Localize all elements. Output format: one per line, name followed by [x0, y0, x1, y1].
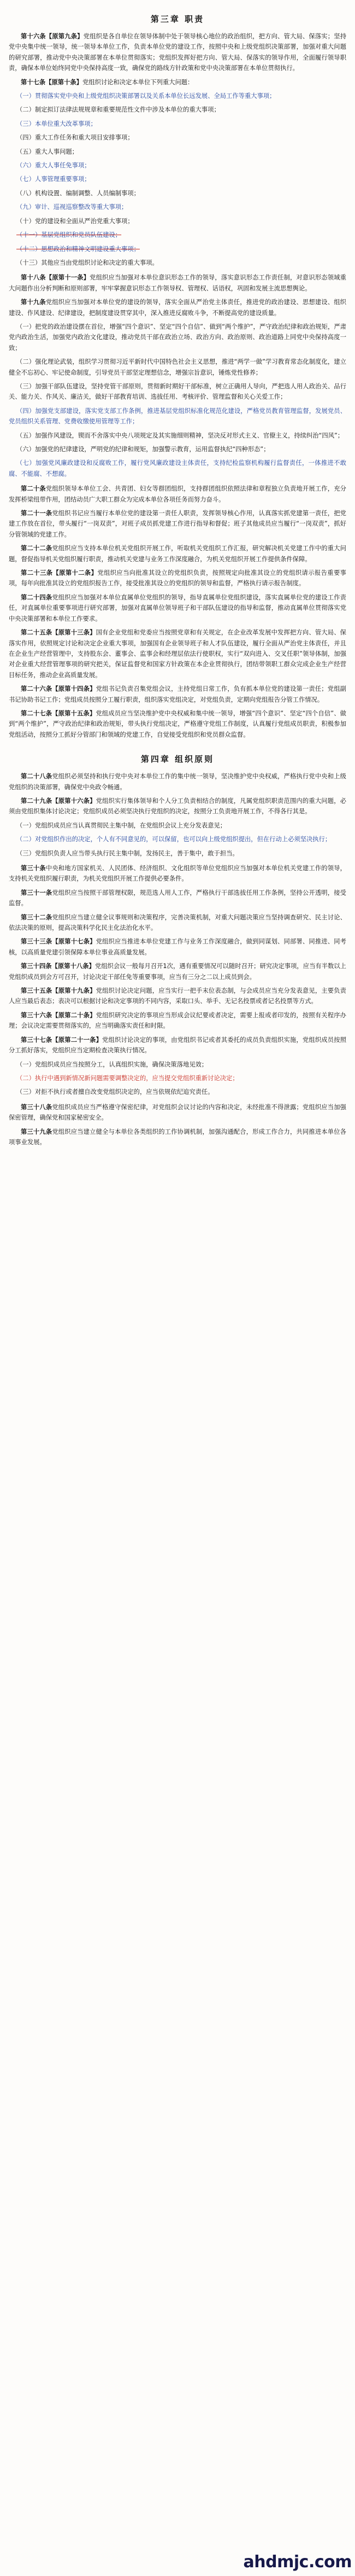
article-19-item-2: （二）强化理论武装，组织学习贯彻习近平新时代中国特色社会主义思想，推进“两学一做”学习教育常态化制度化，建立健全不忘初心、牢记使命制度，引导党员干部坚定理想信念，增强宗旨意识，锤炼党性修养； — [9, 358, 346, 376]
article-17-number: 第十七条【原第十条】 — [21, 78, 82, 86]
article-17-item-7: （七）人事管理重要事项； — [16, 176, 91, 183]
article-35 — [9, 986, 346, 1007]
article-32-number: 第三十二条 — [21, 913, 52, 921]
article-21-number: 第二十一条 — [21, 510, 52, 517]
article-29-text: 党组织实行集体领导和个人分工负责相结合的制度，凡属党组织职责范围内的重大问题，必须由党组织集体讨论决定；党组织成员必须坚决执行党组织的决定，按照分工负责地开展工作，不得各行其是。 — [9, 797, 346, 815]
article-19-item-5: （五）加强作风建设，锲而不舍落实中央八项规定及其实施细则精神，坚决反对形式主义、官僚主义，持续纠治“四风”； — [16, 432, 344, 439]
article-27-number: 第二十七条【原第十五条】 — [21, 709, 96, 717]
chapter-4-title: 第四章 组织原则 — [140, 754, 215, 765]
article-24-text: 党组织应当加强对本单位直属单位党组织的领导，指导直属单位党组织建设，落实直属单位党的建设工作责任，对直属单位重要事项进行研究部署，加强对直属单位领导班子和干部队伍建设的指导和监督，推动直属单位贯彻落实党中央决策部署和本单位工作要求。 — [9, 593, 346, 622]
article-17-item-12: （十二）思想政治和精神文明建设重大事项； — [16, 245, 140, 253]
article-17-item-2: （二）制定拟订法律法规规章和重要规范性文件中涉及本单位的重大事项； — [16, 106, 220, 114]
article-17-item-5: （五）重大人事问题； — [16, 148, 78, 155]
article-34-text: 党组织会议一般每月召开1次，遇有重要情况可以随时召开；研究决定事项，应当有半数以上党组织成员到会方可召开，讨论决定干部任免等重要事项，应当有三分之二以上成员到会。 — [9, 963, 346, 981]
article-26-text: 党组书记负责召集党组会议，主持党组日常工作，负有抓本单位党的建设第一责任；党组副书记协助书记工作；党组成员按照分工履行职责，组织落实党组决定，对党组负责，定期向党组报告分管工作情况。 — [9, 685, 346, 703]
article-17-item-9: （九）审计、巡视巡察整改等重大事项； — [16, 203, 128, 211]
article-19-text: 党组织应当加强对本单位党的建设的领导，落实全面从严治党主体责任，推进党的政治建设、思想建设、组织建设、作风建设、纪律建设，把制度建设贯穿其中，深入推进反腐败斗争，不断提高党的建设质量。 — [9, 299, 346, 317]
article-17-item-13: （十三）其他应当由党组织讨论和决定的重大事项。 — [16, 259, 158, 266]
article-37-item-1: （一）党组织成员应当按照分工，认真组织实施，确保决策落地见效； — [16, 1060, 208, 1068]
article-22 — [9, 543, 346, 564]
article-17-lead: 党组织讨论和决定本单位下列重大问题： — [82, 78, 194, 86]
article-30-text: 中央和地方国家机关、人民团体、经济组织、文化组织等单位党组织应当加强对本单位机关党建工作的领导，支持机关党组织履行职责，为机关党组织开展工作提供必要条件。 — [9, 865, 346, 883]
article-25-text: 国有企业党组和党委应当按照党章和有关规定，在企业改革发展中发挥把方向、管大局、保落实作用，依照规定讨论和决定企业重大事项，加强国有企业领导班子和人才队伍建设，履行全面从严治党主体责任，并且在企业生产经营管理中，支持股东会、董事会、监事会和经理层依法行使职权，实行“双向进入、交叉任职”领导体制，加强对企业重大经营管理事项的研究把关，保证监督党和国家方针政策在本企业贯彻执行，团结带领职工群众完成企业生产经营目标任务，推动企业高质量发展。 — [9, 629, 346, 679]
article-26-number: 第二十六条【原第十四条】 — [21, 685, 96, 693]
article-38 — [9, 1102, 346, 1123]
article-29-item-3: （三）党组织负责人应当带头执行民主集中制，发扬民主，善于集中，敢于担当。 — [16, 849, 239, 857]
article-38-number: 第三十八条 — [21, 1103, 52, 1111]
article-39-number: 第三十九条 — [21, 1128, 52, 1135]
article-38-text: 党组织成员应当严格遵守保密纪律，对党组织会议讨论的内容和决定，未经批准不得泄露；党组织应当加强保密管理，确保党和国家秘密安全。 — [9, 1103, 346, 1122]
article-19-item-3: （三）加强干部队伍建设，坚持党管干部原则，贯彻新时期好干部标准，树立正确用人导向，严把选人用人政治关、品行关、能力关、作风关、廉洁关，做好干部教育培训、选拔任用、考核评价、管理监督和关心关爱工作； — [9, 382, 346, 401]
article-16 — [9, 31, 346, 74]
article-22-text: 党组织应当支持本单位机关党组织开展工作，听取机关党组织工作汇报，研究解决机关党建工作中的重大问题，督促指导机关党组织履行职责，推动机关党建与业务工作深度融合，为机关党组织开展工作提供条件保障。 — [9, 545, 346, 563]
article-28-text: 党组织必须坚持和执行党中央对本单位工作的集中统一领导，坚决维护党中央权威，严格执行党中央和上级党组织的决策部署，确保党中央政令畅通。 — [9, 773, 346, 791]
article-28 — [9, 771, 346, 792]
article-19-item-7: （七）加强党风廉政建设和反腐败工作，履行党风廉政建设主体责任，支持纪检监察机构履行监督责任，一体推进不敢腐、不能腐、不想腐。 — [9, 459, 346, 477]
article-25 — [9, 627, 346, 680]
article-23-text: 党组织应当向批准其设立的党组织负责，按照规定向批准其设立的党组织请示报告重要事项，每年向批准其设立的党组织报告工作，接受批准其设立的党组织的领导和监督，严格执行请示报告制度。 — [9, 569, 346, 587]
article-17 — [9, 77, 346, 88]
article-37-item-2: （二）执行中遇到新情况新问题需要调整决定的，应当提交党组织重新讨论决定； — [16, 1074, 239, 1082]
article-19-item-6: （六）加强党的纪律建设，严明党的纪律和规矩，加强警示教育，运用监督执纪“四种形态”； — [16, 446, 270, 453]
article-36-number: 第三十六条【原第二十条】 — [21, 1011, 96, 1019]
article-30 — [9, 863, 346, 884]
article-17-item-3: （三）本单位重大改革事项； — [16, 120, 97, 127]
site-watermark: ahdmjc.com — [243, 2552, 352, 2572]
article-31-text: 党组织应当按照干部管理权限，规范选人用人工作，严格执行干部选拔任用工作条例，坚持公开透明，接受监督。 — [9, 889, 346, 907]
article-19-item-4: （四）加强党支部建设，落实党支部工作条例，推进基层党组织标准化规范化建设，严格党员教育管理监督，发展党员、党员组织关系管理、党费收缴使用管理等工作； — [9, 407, 346, 426]
article-21-text: 党组织书记应当履行本单位党的建设第一责任人职责，发挥领导核心作用，认真落实抓党建第一责任，把党建工作放在首位，带头履行“一岗双责”，对班子成员抓党建工作进行指导和督促；班子其他成员应当履行“一岗双责”，抓好分管领域的党建工作。 — [9, 510, 346, 538]
article-16-number: 第十六条【原第九条】 — [21, 33, 84, 40]
article-17-item-1: （一）贯彻落实党中央和上级党组织决策部署以及关系本单位长远发展、全局工作等重大事项； — [16, 92, 276, 100]
article-24-number: 第二十四条 — [21, 593, 52, 601]
article-28-number: 第二十八条 — [21, 773, 52, 780]
article-35-text: 党组织讨论决定问题，应当实行一把手末位表态制，与会成员应当充分发表意见，主要负责人应当最后表态；表决可以根据讨论和决定事项的不同内容，采取口头、举手、无记名投票或者记名投票等方式。 — [9, 987, 346, 1005]
article-23-number: 第二十三条【原第十二条】 — [21, 569, 98, 577]
article-17-item-4: （四）重大工作任务和重大项目安排事项； — [16, 134, 134, 142]
article-33 — [9, 936, 346, 958]
article-31-number: 第三十一条 — [21, 889, 52, 896]
article-19-item-1: （一）把党的政治建设摆在首位，增强“四个意识”、坚定“四个自信”、做到“两个维护”，严守政治纪律和政治规矩，严肃党内政治生活，加强党内政治文化建设，推动党员干部在政治立场、政治方向、政治原则、政治道路上同党中央保持高度一致； — [9, 323, 346, 352]
article-36-text: 党组织研究决定的事项应当形成会议纪要或者决定，需要上报或者印发的，按照有关程序办理；会议决定需要贯彻落实的，应当明确落实责任和时限。 — [9, 1011, 346, 1030]
article-27-text: 党组成员应当坚决维护党中央权威和集中统一领导，增强“四个意识”、坚定“四个自信”、做到“两个维护”，严守政治纪律和政治规矩，带头执行党组决定，严格遵守党组工作制度，认真履行党组成员职责，积极参加党组活动，按照分工抓好分管部门和领域的党建工作，自觉接受党组织和党员群众监督。 — [9, 709, 346, 738]
article-30-number: 第三十条 — [21, 865, 46, 872]
article-29-number: 第二十九条【原第十六条】 — [21, 797, 96, 805]
article-37-text: 党组织讨论决定的事项，由党组织书记或者其委托的成员负责组织实施，党组织成员按照分工抓好落实，党组织应当定期检查决策执行情况。 — [9, 1036, 346, 1054]
article-29 — [9, 796, 346, 817]
article-39 — [9, 1127, 346, 1148]
article-22-number: 第二十二条 — [21, 545, 52, 552]
article-37-number: 第三十七条【原第二十一条】 — [21, 1036, 103, 1044]
article-20-number: 第二十条 — [21, 485, 46, 493]
article-34-number: 第三十四条【原第十八条】 — [21, 963, 95, 970]
article-17-item-11: （十一）基层党组织和党员队伍建设； — [16, 231, 122, 239]
article-29-item-2: （二）对党组织作出的决定，个人有不同意见的，可以保留，也可以向上级党组织提出，但在行动上必须坚决执行； — [16, 836, 332, 843]
article-19-number: 第十九条 — [21, 299, 46, 306]
article-18 — [9, 272, 346, 294]
article-20 — [9, 483, 346, 505]
article-39-text: 党组织应当建立健全与本单位各类组织的工作协调机制，加强沟通配合，形成工作合力，共同推进本单位各项事业发展。 — [9, 1128, 346, 1146]
article-34 — [9, 961, 346, 982]
article-29-item-1: （一）党组织成员应当认真贯彻民主集中制，在党组织会议上充分发表意见； — [16, 821, 227, 829]
article-35-number: 第三十五条【原第十九条】 — [21, 987, 96, 995]
article-33-text: 党组织应当推进本单位党建工作与业务工作深度融合，做到同谋划、同部署、同推进、同考核，以高质量党建引领保障本单位事业高质量发展。 — [9, 938, 346, 956]
article-19 — [9, 297, 346, 318]
article-18-text: 党组织应当加强对本单位意识形态工作的领导，落实意识形态工作责任制，对意识形态领域重大问题作出分析判断和原则部署，牢牢掌握意识形态工作领导权、管理权、话语权，巩固和发展主流思想舆论。 — [9, 274, 346, 292]
article-17-item-6: （六）重大人事任免事项； — [16, 162, 91, 170]
article-17-item-8: （八）机构设置、编制调整、人员编制事项； — [16, 189, 140, 197]
chapter-3-title: 第三章 职责 — [150, 14, 205, 24]
article-32-text: 党组织应当建立健全议事规则和决策程序，完善决策机制，对重大问题决策应当坚持调查研究、民主讨论、依法决策的原则，提高决策科学化民主化法治化水平。 — [9, 913, 346, 932]
article-27 — [9, 708, 346, 740]
article-36 — [9, 1010, 346, 1031]
article-23 — [9, 568, 346, 589]
article-37-item-3: （三）对拒不执行或者擅自改变党组织决定的，应当依规依纪追究责任。 — [16, 1088, 214, 1096]
article-32 — [9, 912, 346, 934]
article-31 — [9, 888, 346, 909]
article-33-number: 第三十三条【原第十七条】 — [21, 938, 96, 946]
article-26 — [9, 684, 346, 705]
article-18-number: 第十八条【原第十一条】 — [21, 274, 90, 282]
article-20-text: 党组织领导本单位工会、共青团、妇女等群团组织，支持群团组织依照法律和章程独立负责地开展工作，充分发挥桥梁纽带作用，团结动员广大职工群众为完成本单位各项任务而努力奋斗。 — [9, 485, 346, 503]
article-25-number: 第二十五条【原第十三条】 — [21, 629, 96, 637]
article-16-text: 党组织是各自单位在领导体制中处于领导核心地位的政治组织，把方向、管大局、保落实；坚持党中央集中统一领导，统一领导本单位工作，负责本单位党的建设工作，按照中央和上级党组织决策部署，加强对重大问题的研究部署，推动党中央决策部署在本单位贯彻落实；党组织发挥好把方向、管大局、保落实的领导作用，全面履行领导职责，确保本单位始终同党中央保持高度一致，确保党的路线方针政策和党中央决策部署在本单位贯彻执行。 — [9, 33, 346, 72]
article-21 — [9, 508, 346, 540]
article-17-item-10: （十）党的建设和全面从严治党重大事项； — [16, 217, 134, 225]
article-24 — [9, 592, 346, 624]
article-37 — [9, 1035, 346, 1056]
